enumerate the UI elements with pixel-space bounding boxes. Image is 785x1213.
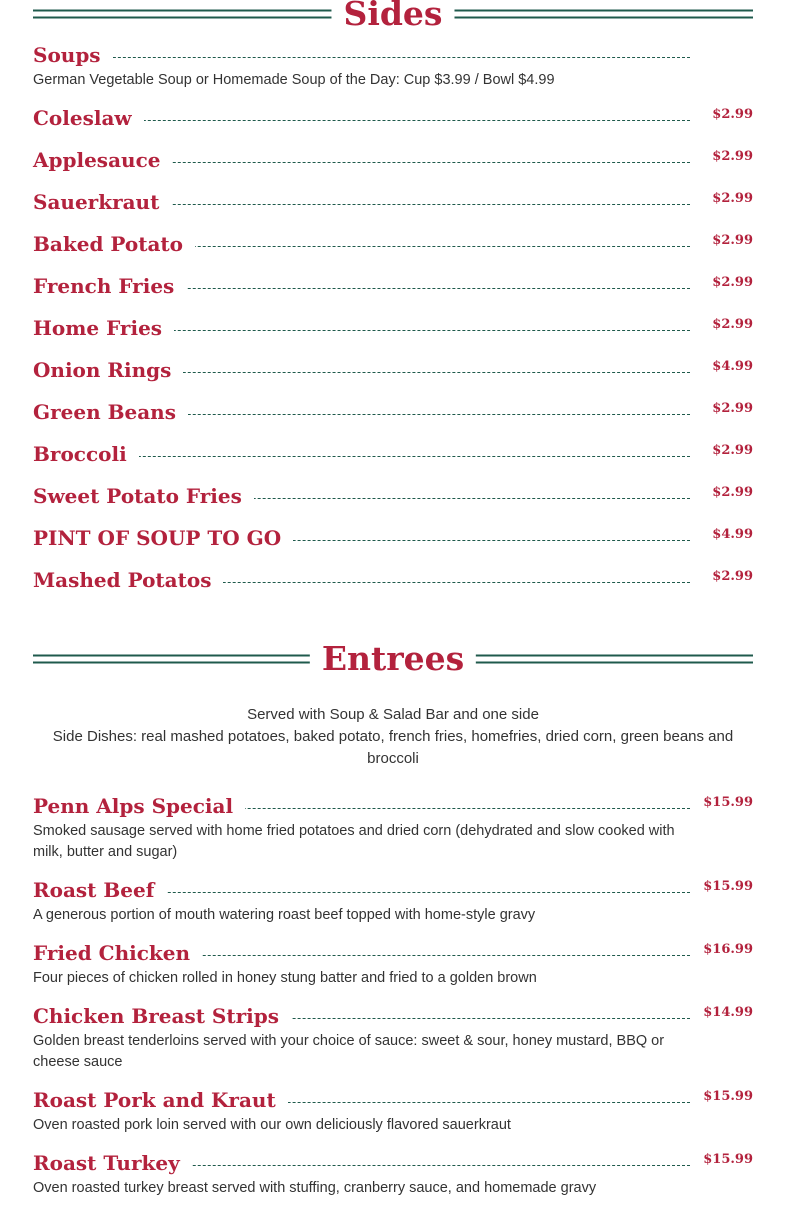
item-name: Mashed Potatos [33, 567, 223, 593]
side-item [33, 483, 753, 509]
item-name: Fried Chicken [33, 940, 202, 966]
item-price: $16.99 [703, 942, 753, 957]
entree-description: Four pieces of chicken rolled in honey stung batter and fried to a golden brown [33, 970, 537, 986]
entree-item [33, 877, 753, 903]
item-name: Onion Rings [33, 357, 183, 383]
side-item [33, 315, 753, 341]
side-item [33, 357, 753, 383]
entree-description: Smoked sausage served with home fried potatoes and dried corn (dehydrated and slow cooked with milk, butter and sugar) [33, 823, 675, 860]
side-item [33, 567, 753, 593]
item-price: $15.99 [703, 879, 753, 894]
item-price: $14.99 [703, 1005, 753, 1020]
item-price: $2.99 [712, 317, 753, 332]
entrees-header [33, 639, 753, 679]
dotted-leader [33, 57, 690, 58]
side-item [33, 147, 753, 173]
item-price: $2.99 [712, 401, 753, 416]
item-name: Roast Beef [33, 877, 166, 903]
entree-description: A generous portion of mouth watering roast beef topped with home-style gravy [33, 907, 536, 923]
item-price: $2.99 [712, 275, 753, 290]
item-price: $15.99 [703, 1089, 753, 1104]
item-name: Coleslaw [33, 105, 144, 131]
item-price: $2.99 [712, 233, 753, 248]
item-price: $2.99 [712, 443, 753, 458]
header-rule-right [453, 10, 753, 19]
entrees-intro-line2: Side Dishes: real mashed potatoes, baked potato, french fries, homefries, dried corn, green beans and broccoli [52, 728, 734, 767]
item-price: $4.99 [712, 359, 753, 374]
header-rule-left [33, 10, 333, 19]
entrees-title: Entrees [310, 639, 476, 679]
side-item [33, 399, 753, 425]
entree-item [33, 793, 753, 819]
soups-description: German Vegetable Soup or Homemade Soup of the Day: Cup $3.99 / Bowl $4.99 [33, 72, 555, 88]
item-name: Soups [33, 42, 113, 68]
item-name: French Fries [33, 273, 186, 299]
side-item [33, 441, 753, 467]
entree-item [33, 1087, 753, 1113]
item-price: $2.99 [712, 569, 753, 584]
item-price: $15.99 [703, 795, 753, 810]
side-item [33, 189, 753, 215]
item-name: Baked Potato [33, 231, 195, 257]
sides-header [33, 0, 753, 34]
item-name: Sauerkraut [33, 189, 171, 215]
entree-item [33, 940, 753, 966]
side-item [33, 231, 753, 257]
entree-description: Oven roasted turkey breast served with stuffing, cranberry sauce, and homemade gravy [33, 1180, 597, 1196]
item-name: Green Beans [33, 399, 188, 425]
header-rule-right [470, 655, 753, 664]
item-name: Roast Pork and Kraut [33, 1087, 288, 1113]
item-price: $2.99 [712, 149, 753, 164]
item-name: Roast Turkey [33, 1150, 192, 1176]
side-item-soups [33, 42, 753, 68]
side-item [33, 273, 753, 299]
header-rule-left [33, 655, 316, 664]
item-name: Applesauce [33, 147, 172, 173]
entree-description: Golden breast tenderloins served with your choice of sauce: sweet & sour, honey mustard, BBQ or cheese sauce [33, 1033, 665, 1070]
item-name: Penn Alps Special [33, 793, 245, 819]
item-price: $2.99 [712, 107, 753, 122]
side-item [33, 105, 753, 131]
item-name: Broccoli [33, 441, 139, 467]
item-price: $15.99 [703, 1152, 753, 1167]
item-name: Sweet Potato Fries [33, 483, 254, 509]
item-name: Home Fries [33, 315, 174, 341]
item-name: PINT OF SOUP TO GO [33, 525, 293, 551]
item-price: $4.99 [712, 527, 753, 542]
side-item [33, 525, 753, 551]
sides-title: Sides [331, 0, 454, 34]
entree-item [33, 1150, 753, 1176]
item-price: $2.99 [712, 191, 753, 206]
item-name: Chicken Breast Strips [33, 1003, 291, 1029]
entree-description: Oven roasted pork loin served with our own deliciously flavored sauerkraut [33, 1117, 511, 1133]
item-price: $2.99 [712, 485, 753, 500]
entree-item [33, 1003, 753, 1029]
entrees-intro-line1: Served with Soup & Salad Bar and one side [247, 706, 539, 723]
